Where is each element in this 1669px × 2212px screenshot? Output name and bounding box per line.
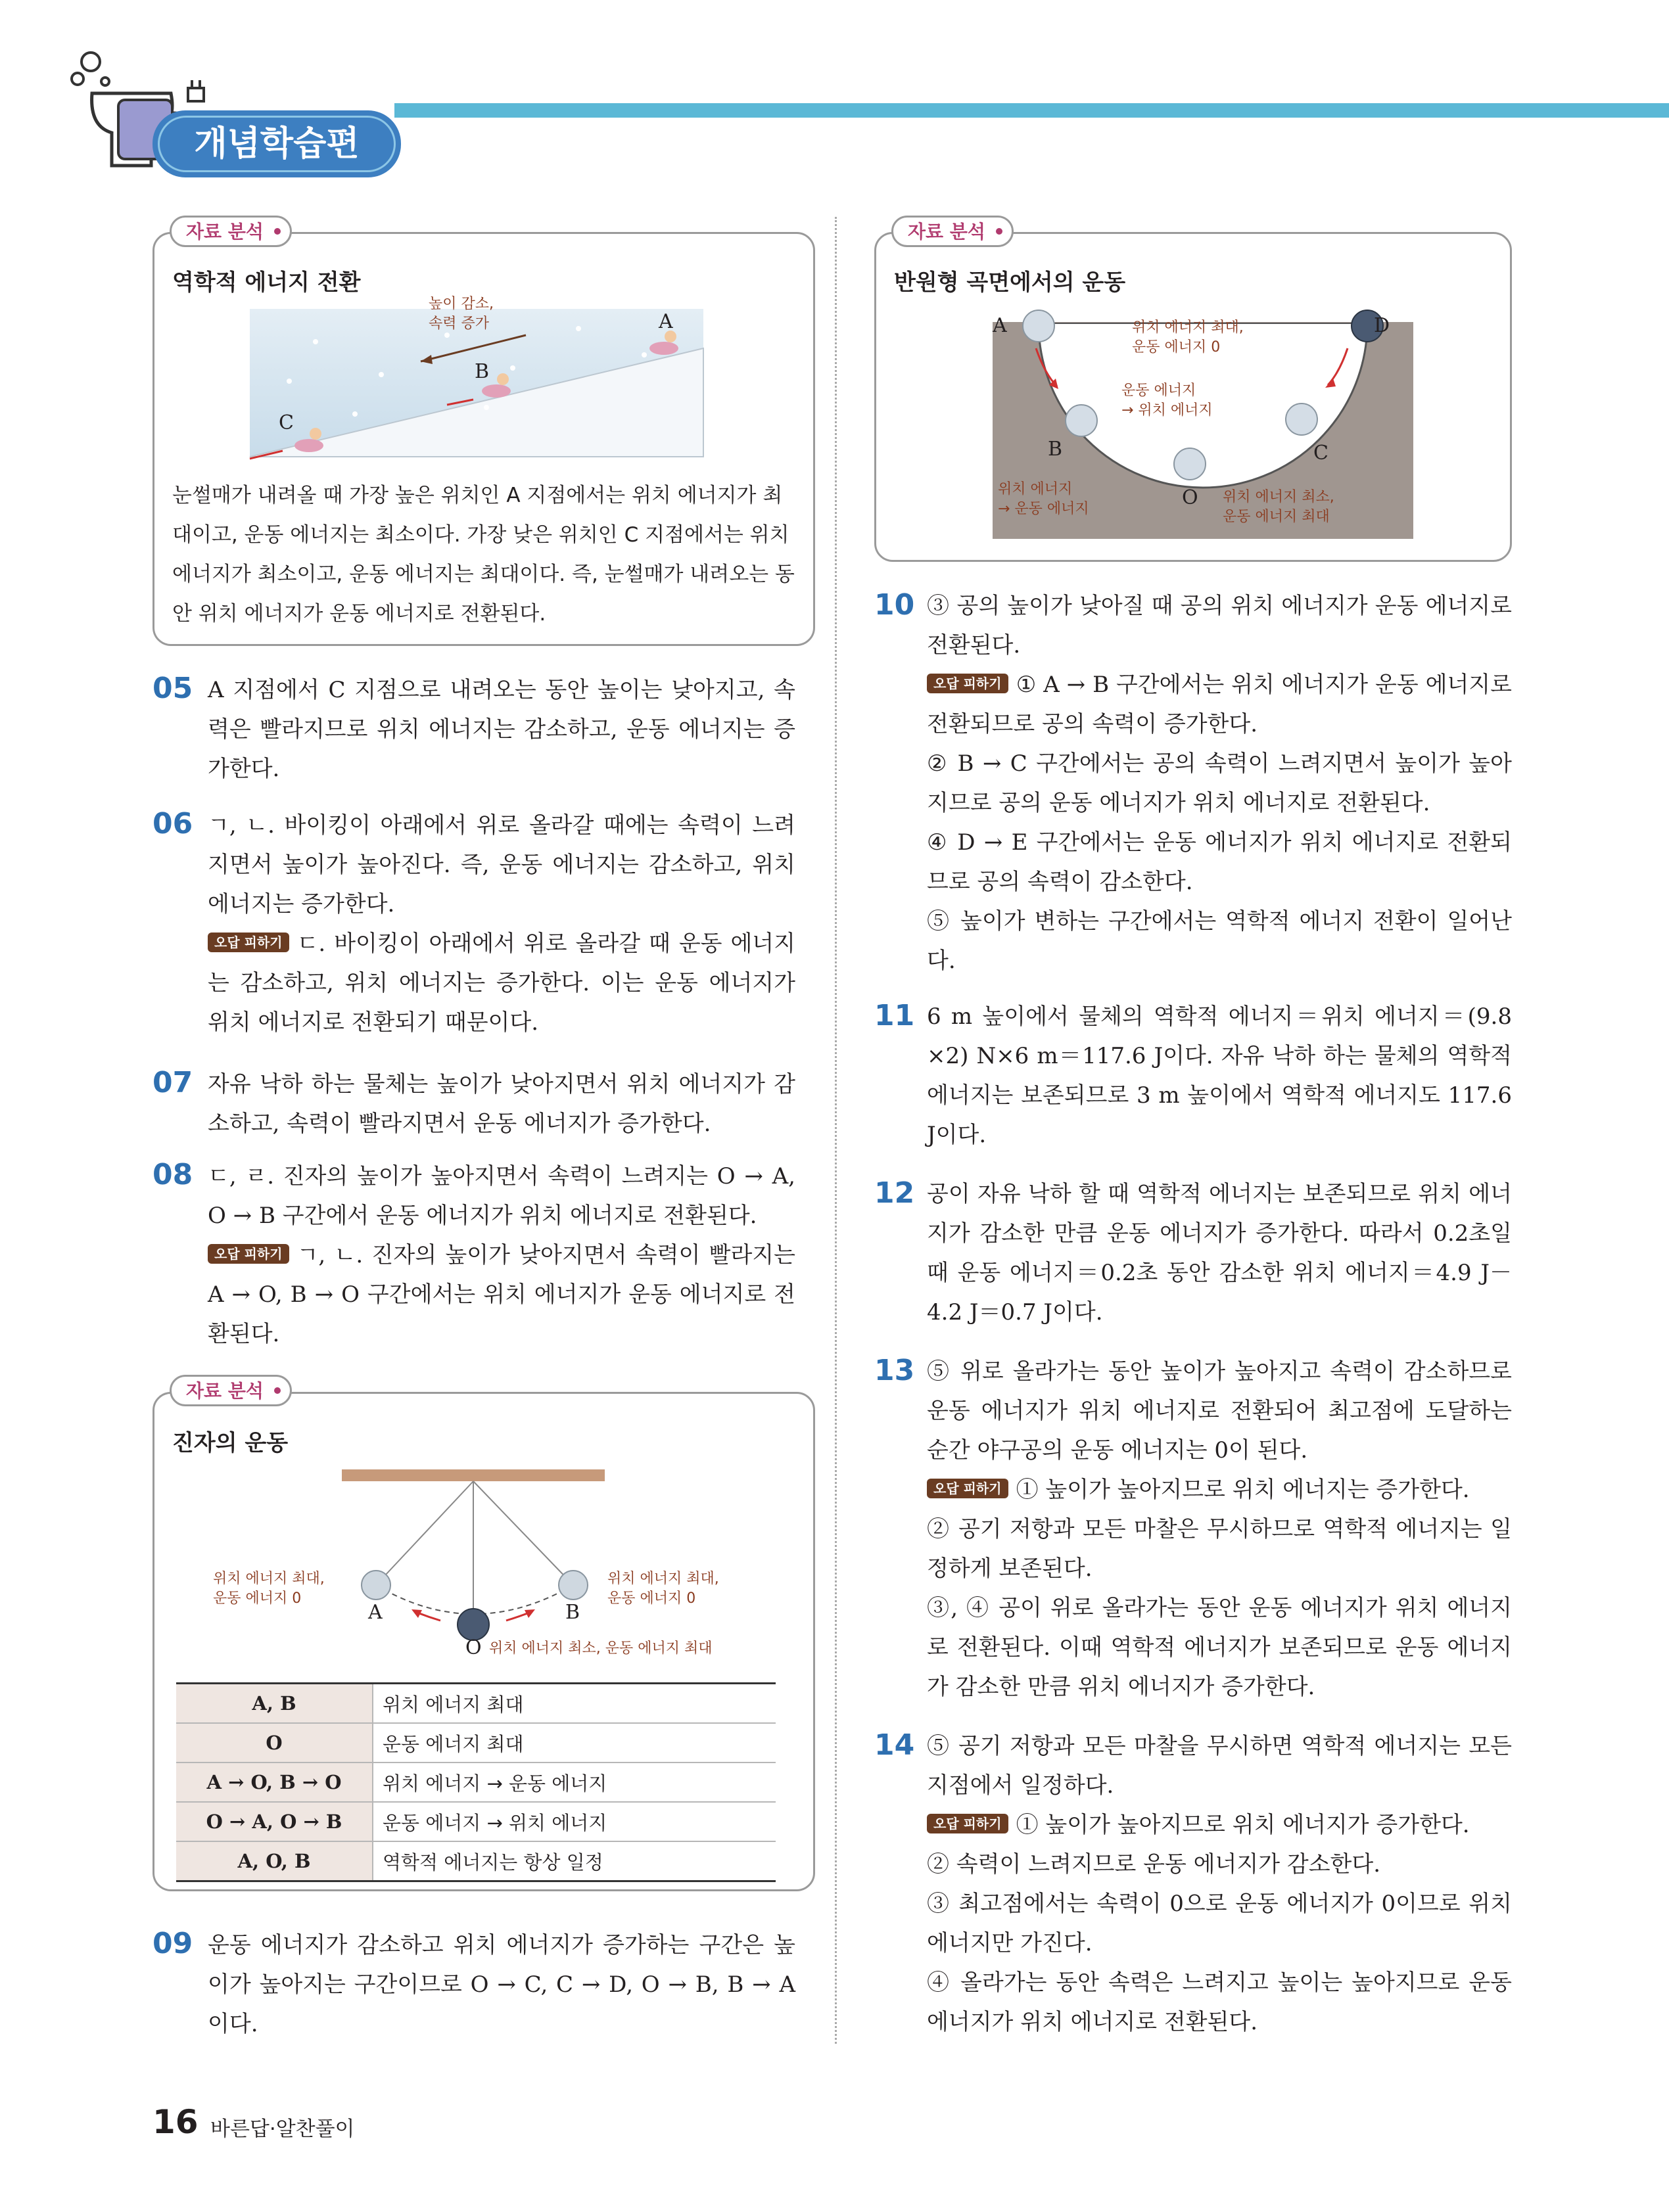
question-answer: ⑤ 위로 올라가는 동안 높이가 높아지고 속력이 감소하므로 운동 에너지가 위치 에너지로 전환되어 최고점에 도달하는 순간 야구공의 운동 에너지는 0이 된다. 오답 피하기 ① 높이가 높아지므로 위치 에너지는 증가한다. ② 공기 저항과 모든 마찰은 무시하므로 역학적 에너지는 일정하게 보존된다. ③, ④ 공이 위로 올라가는 동안 운동 에너지가 위치 에너지로 전환된다. 이때 역학적 에너지가 보존되므로 운동 에너지가 감소한 만큼 위치 에너지가 증가한다. <box>927 1358 1512 1700</box>
question-answer: ㄱ, ㄴ. 바이킹이 아래에서 위로 올라갈 때에는 속력이 느려지면서 높이가 높아진다. 즉, 운동 에너지는 감소하고, 위치 에너지는 증가한다. 오답 피하기 ㄷ. 바이킹이 아래에서 위로 올라갈 때 운동 에너지는 감소하고, 위치 에너지는 증가한다. 이는 운동 에너지가 위치 에너지로 전환되기 때문이다. <box>208 812 795 1036</box>
pendulum-summary-table <box>176 1682 776 1882</box>
question-number: 05 <box>153 672 193 705</box>
question-number: 14 <box>874 1728 915 1762</box>
question-number: 09 <box>153 1927 193 1960</box>
table-row: O → A, O → B 운동 에너지 → 위치 에너지 <box>176 1802 776 1841</box>
ball-b <box>1066 405 1097 436</box>
panel-title: 진자의 운동 <box>172 1430 289 1456</box>
panel-tag: 자료 분석 <box>891 216 1014 247</box>
question-number: 11 <box>874 999 915 1032</box>
table-row: A, O, B 역학적 에너지는 항상 일정 <box>176 1841 776 1881</box>
question-answer: ⑤ 공기 저항과 모든 마찰을 무시하면 역학적 에너지는 모든 지점에서 일정하다. 오답 피하기 ① 높이가 높아지므로 위치 에너지가 증가한다. ② 속력이 느려지므로 운동 에너지가 감소한다. ③ 최고점에서는 속력이 0으로 운동 에너지가 0이므로 위치 에너지만 가진다. ④ 올라가는 동안 속력은 느려지고 높이는 높아지므로 운동 에너지가 위치 에너지로 전환된다. <box>927 1733 1512 2035</box>
point-b-label: B <box>475 360 490 383</box>
slope-caption: 높이 감소, 속력 증가 <box>429 296 494 332</box>
question-answer: A 지점에서 C 지점으로 내려오는 동안 높이는 낮아지고, 속력은 빨라지므로 위치 에너지는 감소하고, 운동 에너지는 증가한다. <box>208 677 795 782</box>
wrong-answer-badge: 오답 피하기 <box>927 1479 1008 1498</box>
question-answer: 6 m 높이에서 물체의 역학적 에너지＝위치 에너지＝(9.8 ×2) N×6 m＝117.6 J이다. 자유 낙하 하는 물체의 역학적 에너지는 보존되므로 3 m 높이에서 역학적 에너지도 117.6 J이다. <box>927 1003 1512 1148</box>
question-number: 07 <box>153 1066 193 1099</box>
wrong-answer-badge: 오답 피하기 <box>927 674 1008 693</box>
table-row: A, B 위치 에너지 최대 <box>176 1684 776 1724</box>
table-row: O 운동 에너지 최대 <box>176 1723 776 1763</box>
semicircle-label-mid: 운동 에너지 → 위치 에너지 <box>1121 382 1213 419</box>
question-answer: ㄷ, ㄹ. 진자의 높이가 높아지면서 속력이 느려지는 O → A, O → B 구간에서 운동 에너지가 위치 에너지로 전환된다. 오답 피하기 ㄱ, ㄴ. 진자의 높이가 낮아지면서 속력이 빨라지는 A → O, B → O 구간에서는 위치 에너지가 운동 에너지로 전환된다. <box>208 1163 795 1347</box>
panel-tag: 자료 분석 <box>170 216 292 247</box>
section-title: 개념학습편 <box>194 124 360 164</box>
semicircle-label-left: 위치 에너지 → 운동 에너지 <box>998 481 1089 517</box>
point-o-label: O <box>465 1636 482 1659</box>
question-answer: ③ 공의 높이가 낮아질 때 공의 위치 에너지가 운동 에너지로 전환된다. 오답 피하기 ① A → B 구간에서는 위치 에너지가 운동 에너지로 전환되므로 공의 속력이 증가한다. ② B → C 구간에서는 공의 속력이 느려지면서 높이가 높아지므로 공의 운동 에너지가 위치 에너지로 전환된다. ④ D → E 구간에서는 운동 에너지가 위치 에너지로 전환되므로 공의 속력이 감소한다. ⑤ 높이가 변하는 구간에서는 역학적 에너지 전환이 일어난다. <box>927 593 1512 974</box>
panel-title: 역학적 에너지 전환 <box>172 269 361 296</box>
point-d-label: D <box>1374 314 1390 337</box>
point-a-label: A <box>368 1601 383 1624</box>
point-c-label: C <box>279 411 294 434</box>
pendulum-label-a: 위치 에너지 최대, 운동 에너지 0 <box>213 1571 325 1607</box>
pendulum-label-b: 위치 에너지 최대, 운동 에너지 0 <box>607 1571 719 1607</box>
point-b-label: B <box>565 1601 580 1624</box>
wrong-answer-badge: 오답 피하기 <box>208 1244 289 1264</box>
question-answer: 운동 에너지가 감소하고 위치 에너지가 증가하는 구간은 높이가 높아지는 구간이므로 O → C, C → D, O → B, B → A이다. <box>208 1932 795 2037</box>
point-b-label: B <box>1048 438 1063 461</box>
page-number: 16 <box>153 2103 199 2141</box>
question-number: 10 <box>874 588 915 622</box>
table-row: A → O, B → O 위치 에너지 → 운동 에너지 <box>176 1763 776 1802</box>
question-number: 08 <box>153 1158 193 1191</box>
question-answer: 공이 자유 낙하 할 때 역학적 에너지는 보존되므로 위치 에너지가 감소한 만큼 운동 에너지가 증가한다. 따라서 0.2초일 때 운동 에너지＝0.2초 동안 감소한 위치 에너지＝4.9 J－4.2 J＝0.7 J이다. <box>927 1181 1512 1325</box>
wrong-answer-badge: 오답 피하기 <box>927 1814 1008 1833</box>
column-divider <box>835 217 837 2044</box>
question-number: 12 <box>874 1176 915 1210</box>
point-a-label: A <box>993 314 1007 337</box>
question-number: 06 <box>153 807 193 841</box>
question-answer: 자유 낙하 하는 물체는 높이가 낮아지면서 위치 에너지가 감소하고, 속력이 빨라지면서 운동 에너지가 증가한다. <box>208 1071 795 1137</box>
ball-o <box>1174 448 1206 480</box>
pendulum-ball-o <box>458 1609 489 1640</box>
point-a-label: A <box>659 310 673 333</box>
ball-a <box>1023 310 1054 342</box>
ball-c <box>1286 403 1317 435</box>
panel-explanation: 눈썰매가 내려올 때 가장 높은 위치인 A 지점에서는 위치 에너지가 최대이고, 운동 에너지는 최소이다. 가장 낮은 위치인 C 지점에서는 위치 에너지가 최소이고, 운동 에너지는 최대이다. 즉, 눈썰매가 내려오는 동안 위치 에너지가 운동 에너지로 전환된다. <box>172 484 795 626</box>
semicircle-label-top: 위치 에너지 최대, 운동 에너지 0 <box>1132 319 1244 356</box>
question-number: 13 <box>874 1354 915 1387</box>
wrong-answer-badge: 오답 피하기 <box>208 933 289 952</box>
panel-tag: 자료 분석 <box>170 1375 292 1406</box>
pendulum-ball-a <box>362 1571 390 1600</box>
header-bar <box>394 103 1669 118</box>
panel-title: 반원형 곡면에서의 운동 <box>894 269 1126 296</box>
pendulum-label-o: 위치 에너지 최소, 운동 에너지 최대 <box>489 1640 713 1657</box>
point-c-label: C <box>1313 442 1328 465</box>
footer-title: 바른답·알찬풀이 <box>210 2117 355 2141</box>
point-o-label: O <box>1182 486 1198 509</box>
pendulum-ball-b <box>559 1571 588 1600</box>
semicircle-label-bottom: 위치 에너지 최소, 운동 에너지 최대 <box>1223 489 1334 525</box>
